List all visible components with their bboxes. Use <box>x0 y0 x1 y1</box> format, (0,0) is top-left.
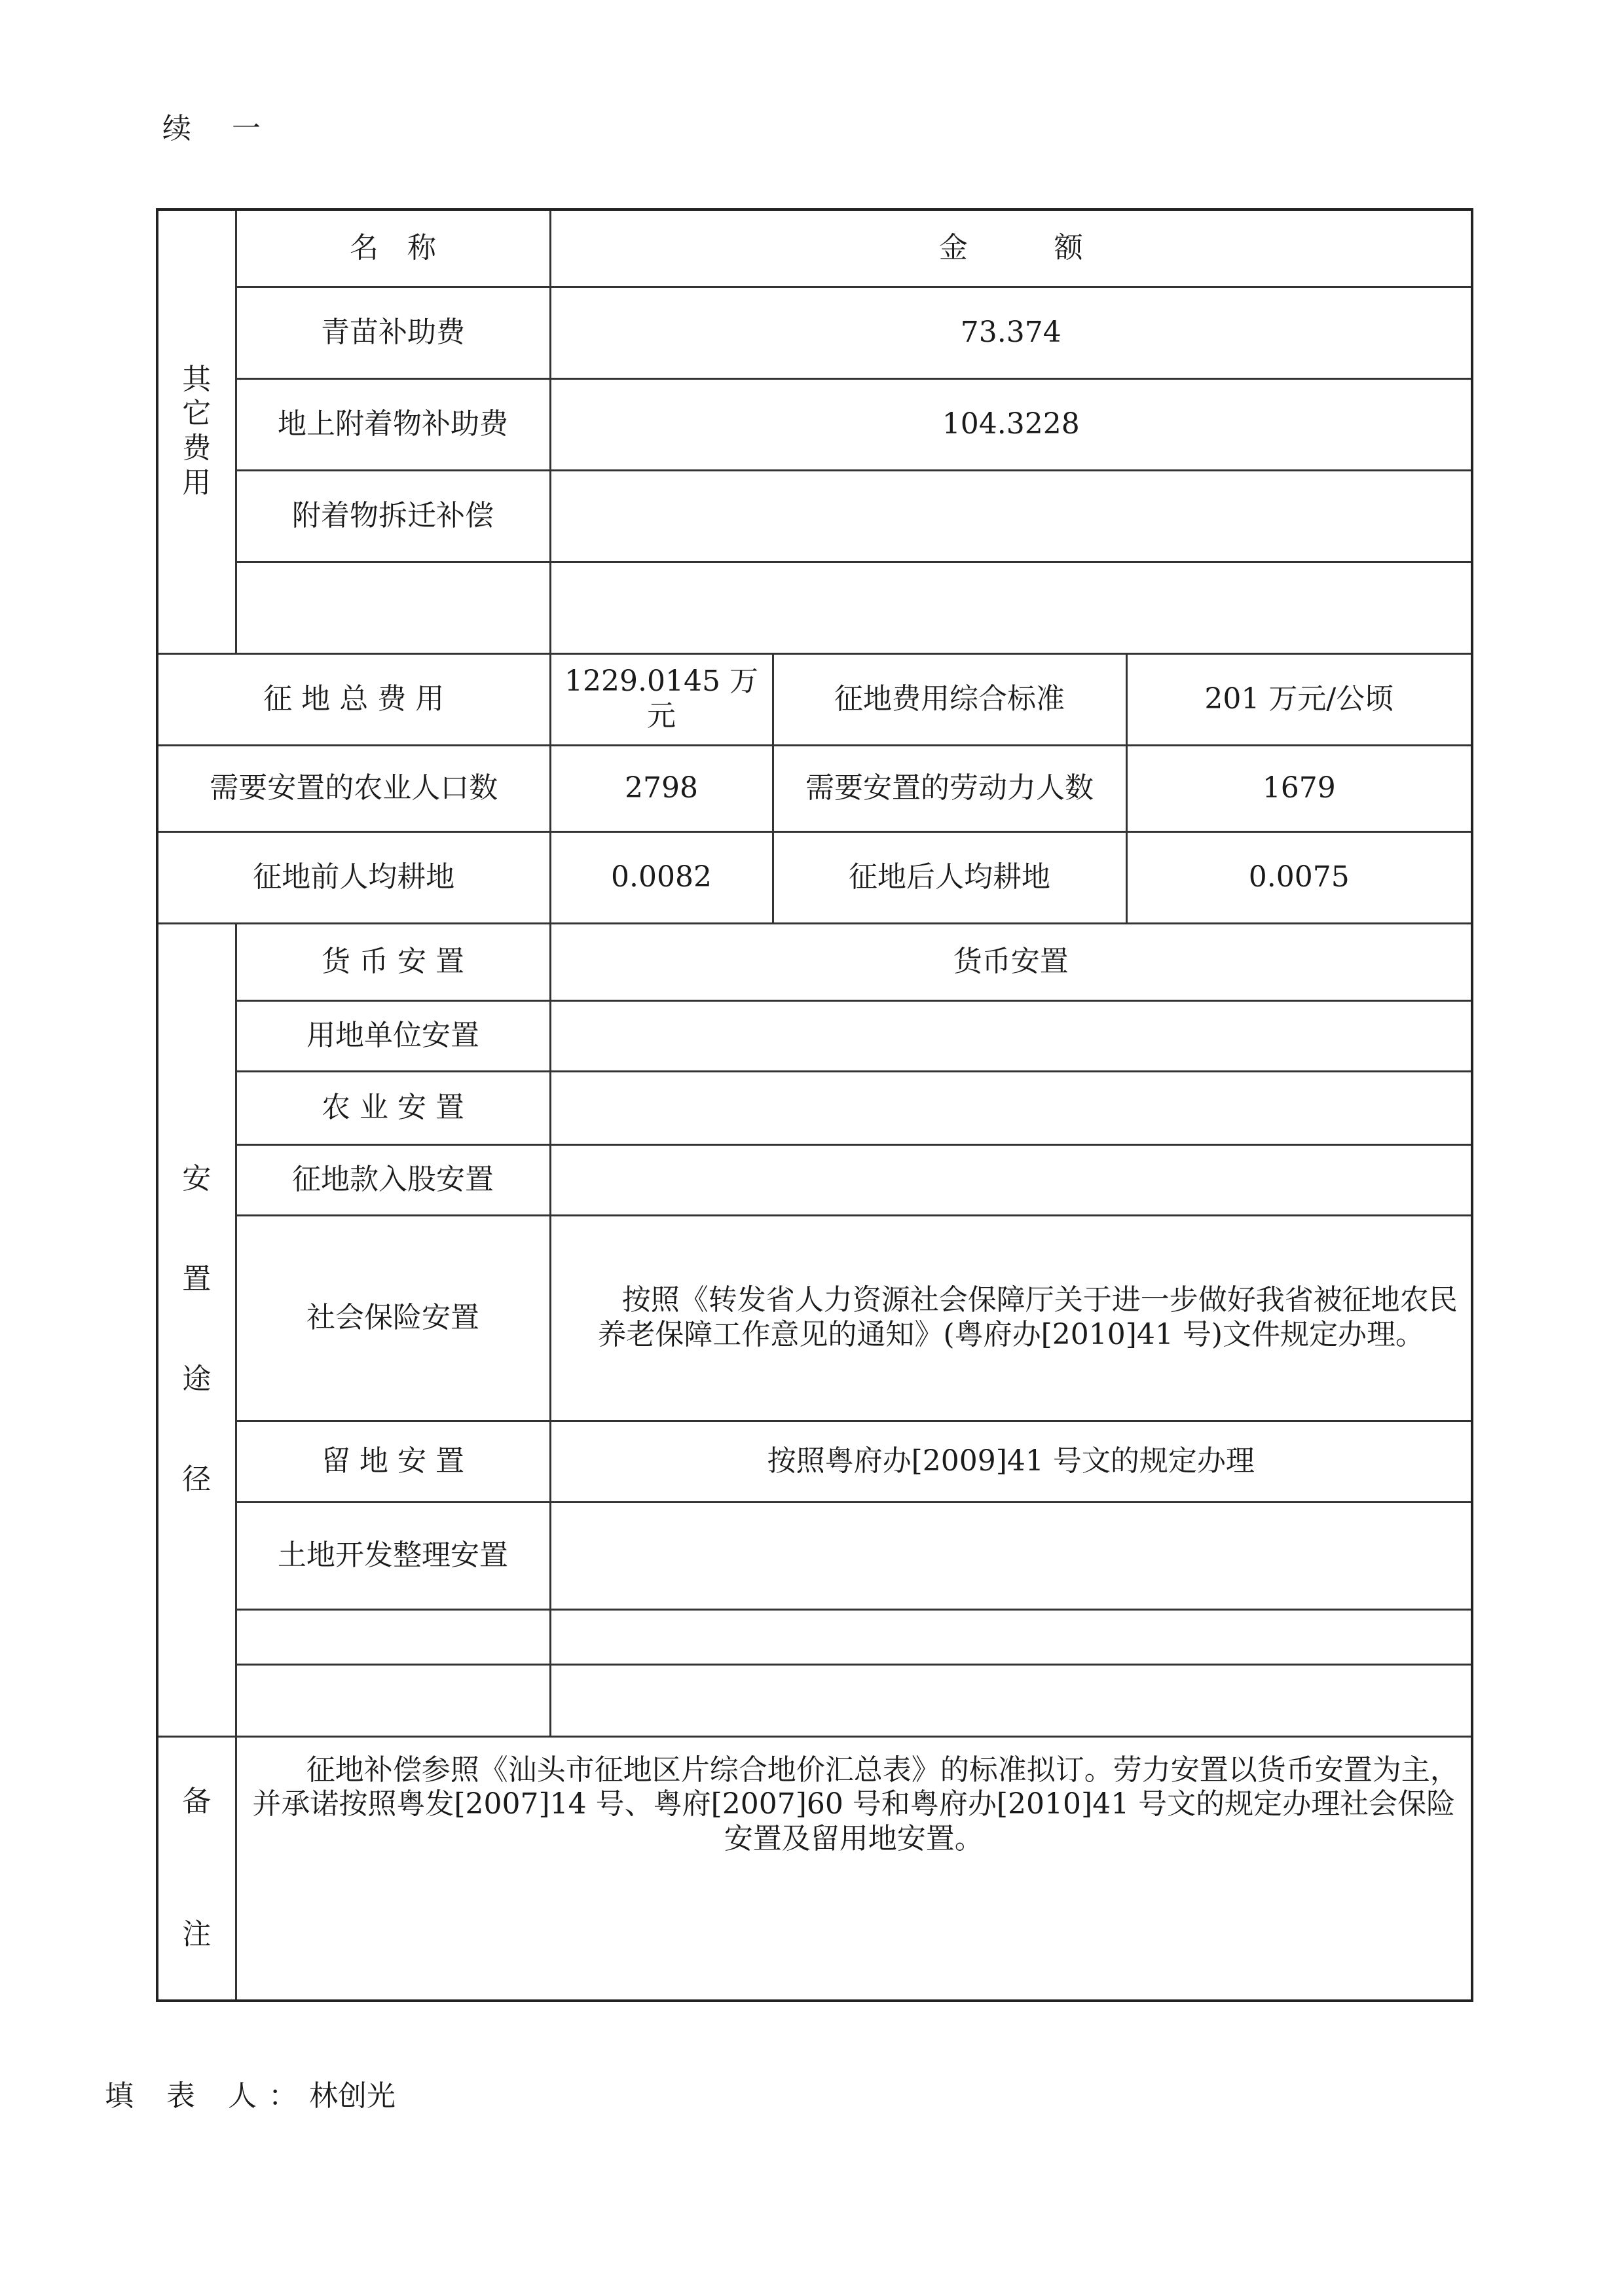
resettlement-type-cell <box>236 1664 550 1736</box>
labor-count-value: 1679 <box>1126 745 1472 831</box>
resettlement-detail-cell: 按照粤府办[2009]41 号文的规定办理 <box>550 1421 1472 1502</box>
standard-label: 征地费用综合标准 <box>773 653 1126 745</box>
farmland-before-value: 0.0082 <box>550 831 773 923</box>
farmland-after-label: 征地后人均耕地 <box>773 831 1126 923</box>
agri-population-value: 2798 <box>550 745 773 831</box>
resettlement-type-cell: 留 地 安 置 <box>236 1421 550 1502</box>
social-insurance-text: 按照《转发省人力资源社会保障厅关于进一步做好我省被征地农民养老保障工作意见的通知》(粤府办[2010]41 号)文件规定办理。 <box>597 1283 1458 1351</box>
resettlement-type-cell: 征地款入股安置 <box>236 1144 550 1215</box>
resettlement-detail-cell: 货币安置 <box>550 923 1472 1000</box>
labor-count-label: 需要安置的劳动力人数 <box>773 745 1126 831</box>
resettlement-type-cell: 土地开发整理安置 <box>236 1502 550 1609</box>
resettlement-type-cell: 社会保险安置 <box>236 1215 550 1421</box>
resettlement-detail-cell <box>550 1071 1472 1144</box>
standard-value: 201 万元/公顷 <box>1126 653 1472 745</box>
resettlement-detail-cell <box>550 1144 1472 1215</box>
amount-column-header: 金 额 <box>550 210 1472 287</box>
resettlement-detail-cell <box>550 1664 1472 1736</box>
fee-name-cell <box>236 562 550 653</box>
resettlement-detail-cell <box>550 1215 1472 1421</box>
total-cost-value: 1229.0145 万元 <box>550 653 773 745</box>
form-filler <box>105 2072 396 2114</box>
resettlement-section-label: 安 置 途 径 <box>157 923 236 1736</box>
resettlement-type-cell <box>236 1609 550 1664</box>
resettlement-type-cell: 农 业 安 置 <box>236 1071 550 1144</box>
fee-amount-cell: 104.3228 <box>550 378 1472 470</box>
remarks-label: 备 注 <box>157 1736 236 2001</box>
fee-name-cell: 地上附着物补助费 <box>236 378 550 470</box>
continuation-heading: 续 一 <box>162 112 276 145</box>
name-column-header: 名 称 <box>236 210 550 287</box>
resettlement-detail-cell <box>550 1000 1472 1071</box>
resettlement-type-cell: 货 币 安 置 <box>236 923 550 1000</box>
total-cost-label: 征 地 总 费 用 <box>157 653 550 745</box>
filler-label: 填 表 人： <box>105 2079 309 2113</box>
remarks-text-cell <box>236 1736 1472 2001</box>
farmland-after-value: 0.0075 <box>1126 831 1472 923</box>
agri-population-label: 需要安置的农业人口数 <box>157 745 550 831</box>
fee-amount-cell <box>550 470 1472 562</box>
resettlement-detail-cell <box>550 1502 1472 1609</box>
fee-amount-cell <box>550 562 1472 653</box>
other-fees-section-label: 其 它 费 用 <box>157 210 236 653</box>
remarks-text: 征地补偿参照《汕头市征地区片综合地价汇总表》的标准拟订。劳力安置以货币安置为主，并承诺按照粤发[2007]14 号、粤府[2007]60 号和粤府办[2010]41 号文的规定办理社会保险安置及留用地安置。 <box>252 1753 1459 1856</box>
filler-name: 林创光 <box>308 2079 396 2113</box>
fee-name-cell: 青苗补助费 <box>236 287 550 378</box>
farmland-before-label: 征地前人均耕地 <box>157 831 550 923</box>
land-acquisition-form-table <box>156 208 1473 2002</box>
fee-amount-cell: 73.374 <box>550 287 1472 378</box>
fee-name-cell: 附着物拆迁补偿 <box>236 470 550 562</box>
resettlement-type-cell: 用地单位安置 <box>236 1000 550 1071</box>
resettlement-detail-cell <box>550 1609 1472 1664</box>
